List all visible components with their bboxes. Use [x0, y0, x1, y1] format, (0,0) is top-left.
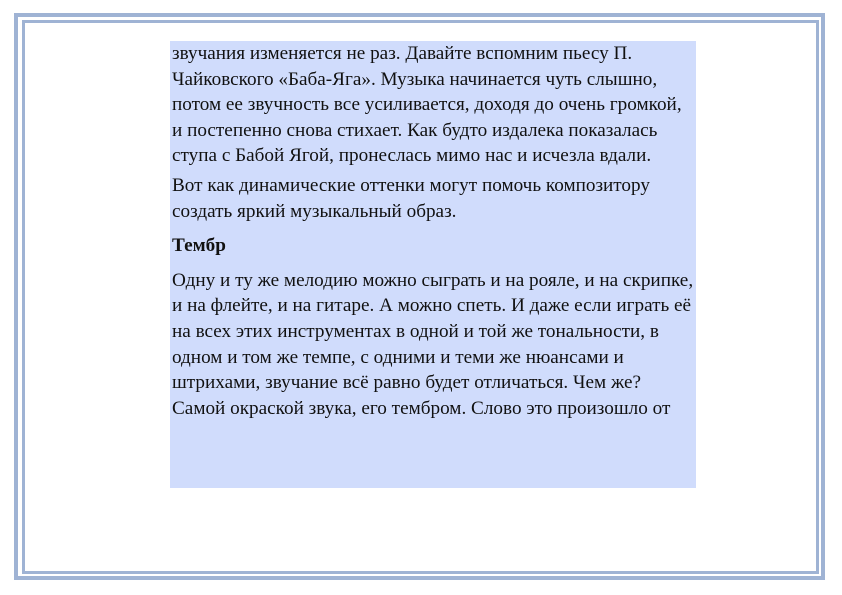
- paragraph-conclusion: Вот как динамические оттенки могут помочь композитору создать яркий музыкальный образ.: [172, 174, 650, 222]
- section-heading-timbre: Тембр: [172, 235, 226, 257]
- paragraph-timbre: Одну и ту же мелодию можно сыграть и на рояле, и на скрипке, и на флейте, и на гитаре. А можно спеть. И даже если играть её на всех этих инструментах в одной и той же тональности, в одном и том же темпе, с одними и теми же нюансами и штрихами, звучание всё равно будет отличаться. Чем же? Самой окраской звука, его тембром. Слово это произошло от: [172, 269, 694, 419]
- text-block: [170, 41, 696, 488]
- paragraph-dynamics: звучания изменяется не раз. Давайте вспомним пьесу П. Чайковского «Баба-Яга». Музыка начинается чуть слышно, потом ее звучность все усиливается, доходя до очень громкой, и постепенно снова стихает. Как будто издалека показалась ступа с Бабой Ягой, пронеслась мимо нас и исчезла вдали.: [172, 43, 682, 167]
